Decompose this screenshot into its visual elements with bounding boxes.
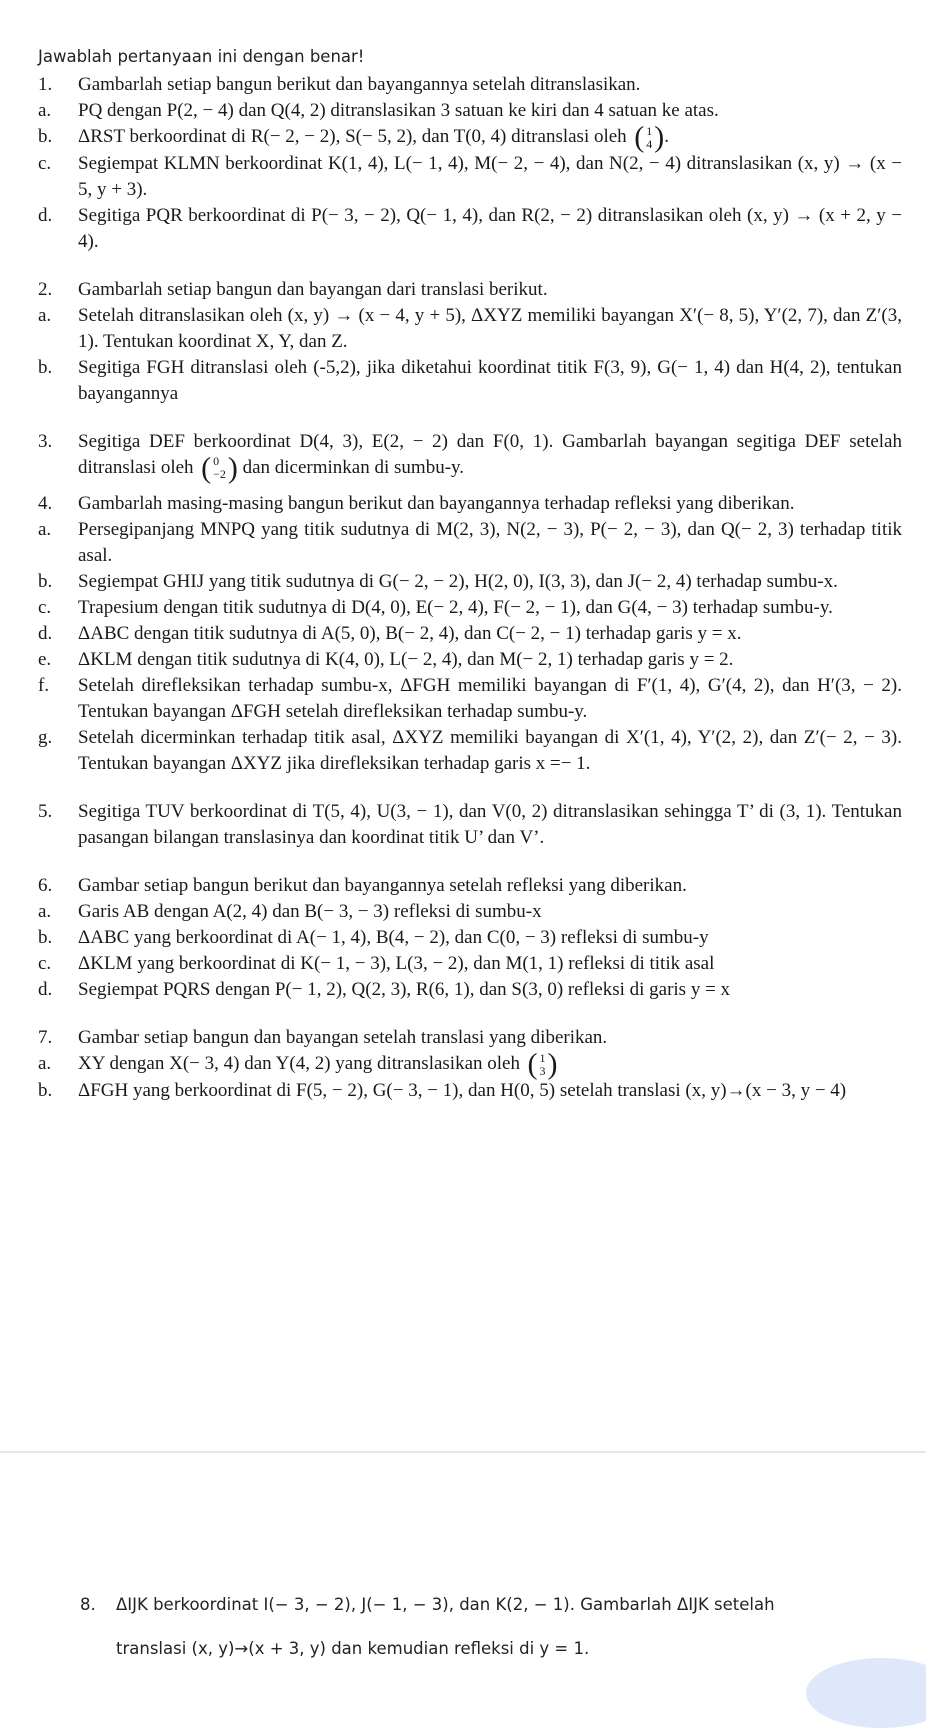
item-text-main: Gambarlah setiap bangun dan bayangan dari translasi berikut. xyxy=(78,278,548,300)
item-text-main: Segitiga PQR berkoordinat di P(− 3, − 2), Q(− 1, 4), dan R(2, − 2) ditranslasikan oleh (x, y) → (x + 2, y − 4). xyxy=(78,204,902,252)
vector-close-paren: ) xyxy=(227,451,238,485)
item-text xyxy=(78,725,902,777)
item-text xyxy=(78,203,902,255)
item-text-main: Gambar setiap bangun dan bayangan setelah translasi yang diberikan. xyxy=(78,1027,608,1049)
item-text-main: Segitiga DEF berkoordinat D(4, 3), E(2, − 2) dan F(0, 1). Gambarlah bayangan segitiga DEF setelah ditranslasi oleh xyxy=(78,430,902,478)
item-label: g. xyxy=(38,727,53,749)
question-row xyxy=(38,429,902,485)
item-text-main: Setelah direfleksikan terhadap sumbu-x, ΔFGH memiliki bayangan di F′(1, 4), G′(4, 2), dan H′(3, − 2). Tentukan bayangan ΔFGH setelah direfleksikan terhadap sumbu-y. xyxy=(78,675,902,723)
vector-top: 1 xyxy=(646,123,653,138)
question-row xyxy=(38,621,902,647)
item-text xyxy=(78,303,902,355)
item-text xyxy=(78,647,902,673)
item-label: 1. xyxy=(38,74,53,95)
question-row xyxy=(38,899,902,925)
question-row xyxy=(38,277,902,303)
item-text xyxy=(78,98,902,124)
vector-close-paren: ) xyxy=(654,120,665,154)
item-text-main: Persegipanjang MNPQ yang titik sudutnya di M(2, 3), N(2, − 3), P(− 2, − 3), dan Q(− 2, 3) terhadap titik asal. xyxy=(78,519,902,567)
item-label: a. xyxy=(38,304,52,326)
item-text-main: ΔKLM yang berkoordinat di K(− 1, − 3), L(3, − 2), dan M(1, 1) refleksi di titik asal xyxy=(78,953,715,975)
vector-close-paren: ) xyxy=(547,1047,558,1081)
item-text xyxy=(78,1025,902,1051)
item-text xyxy=(78,951,902,977)
vector-bottom: −2 xyxy=(213,467,226,482)
section-gap xyxy=(38,851,902,873)
item-text-main: ΔRST berkoordinat di R(− 2, − 2), S(− 5, 2), dan T(0, 4) ditranslasi oleh xyxy=(78,126,627,147)
item-label: c. xyxy=(38,152,52,174)
item-label: 7. xyxy=(38,1027,53,1049)
question-row xyxy=(38,1025,902,1051)
question-row xyxy=(38,72,902,98)
instruction-text: Jawablah pertanyaan ini dengan benar! xyxy=(38,47,365,66)
question-row xyxy=(38,647,902,673)
question-row xyxy=(38,951,902,977)
item-text xyxy=(78,517,902,569)
item-text-main: Segiempat PQRS dengan P(− 1, 2), Q(2, 3), R(6, 1), dan S(3, 0) refleksi di garis y = x xyxy=(78,979,731,1001)
question-row xyxy=(38,98,902,124)
item-text xyxy=(78,151,902,203)
question-row xyxy=(38,595,902,621)
item-text xyxy=(78,355,902,407)
question-row xyxy=(38,799,902,851)
item-label: d. xyxy=(38,979,53,1001)
question-row xyxy=(38,203,902,255)
item-label: e. xyxy=(38,649,52,671)
section-gap xyxy=(38,777,902,799)
question-8-line-1: ΔIJK berkoordinat I(− 3, − 2), J(− 1, − 3), dan K(2, − 1). Gambarlah ΔIJK setelah xyxy=(116,1595,775,1614)
item-text xyxy=(78,569,902,595)
item-text-main: ΔABC yang berkoordinat di A(− 1, 4), B(4, − 2), dan C(0, − 3) refleksi di sumbu-y xyxy=(78,927,709,949)
item-text-main: Garis AB dengan A(2, 4) dan B(− 3, − 3) refleksi di sumbu-x xyxy=(78,901,542,923)
section-gap xyxy=(38,255,902,277)
question-row xyxy=(38,120,902,154)
item-text-main: Gambarlah setiap bangun berikut dan bayangannya setelah ditranslasikan. xyxy=(78,74,641,95)
item-label: a. xyxy=(38,100,52,121)
question-list xyxy=(38,72,902,1104)
translation-vector xyxy=(213,455,226,481)
item-text xyxy=(78,673,902,725)
item-text-main: Setelah ditranslasikan oleh (x, y) → (x − 4, y + 5), ΔXYZ memiliki bayangan X′(− 8, 5), Y′(2, 7), dan Z′(3, 1). Tentukan koordinat X, Y, dan Z. xyxy=(78,304,902,352)
item-label: 6. xyxy=(38,875,53,897)
item-text-main: Gambar setiap bangun berikut dan bayangannya setelah refleksi yang diberikan. xyxy=(78,875,687,897)
question-row xyxy=(38,517,902,569)
vector-bottom: 4 xyxy=(646,136,653,151)
item-text-main: Gambarlah masing-masing bangun berikut dan bayangannya terhadap refleksi yang diberikan. xyxy=(78,493,795,515)
item-text-main: Trapesium dengan titik sudutnya di D(4, 0), E(− 2, 4), F(− 2, − 1), dan G(4, − 3) terhadap sumbu-y. xyxy=(78,597,833,619)
item-label: d. xyxy=(38,204,53,226)
item-text-after: . xyxy=(664,126,669,147)
item-text xyxy=(78,429,902,485)
question-row xyxy=(38,491,902,517)
item-text-main: ΔKLM dengan titik sudutnya di K(4, 0), L(− 2, 4), dan M(− 2, 1) terhadap garis y = 2. xyxy=(78,649,734,671)
item-label: c. xyxy=(38,953,52,975)
item-text-main: XY dengan X(− 3, 4) dan Y(4, 2) yang ditranslasikan oleh xyxy=(78,1053,520,1075)
item-label: b. xyxy=(38,1079,53,1101)
vector-bottom: 3 xyxy=(539,1063,546,1078)
item-text xyxy=(78,120,902,154)
item-label: b. xyxy=(38,927,53,949)
vector-open-paren: ( xyxy=(193,451,212,485)
item-text xyxy=(78,925,902,951)
item-text-main: Segitiga TUV berkoordinat di T(5, 4), U(3, − 1), dan V(0, 2) ditranslasikan sehingga T’ di (3, 1). Tentukan pasangan bilangan translasinya dan koordinat titik U’ dan V’. xyxy=(78,801,902,849)
item-text-main: ΔFGH yang berkoordinat di F(5, − 2), G(− 3, − 1), dan H(0, 5) setelah translasi (x, y)→(x − 3, y − 4) xyxy=(78,1079,847,1101)
vector-open-paren: ( xyxy=(626,120,645,154)
question-row xyxy=(38,673,902,725)
item-label: a. xyxy=(38,519,52,541)
item-label: d. xyxy=(38,623,53,645)
question-row xyxy=(38,1078,902,1104)
vector-top: 1 xyxy=(539,1050,546,1065)
item-text-main: Segitiga FGH ditranslasi oleh (-5,2), jika diketahui koordinat titik F(3, 9), G(− 1, 4) dan H(4, 2), tentukan bayangannya xyxy=(78,356,902,404)
item-text xyxy=(78,873,902,899)
item-text-main: PQ dengan P(2, − 4) dan Q(4, 2) ditranslasikan 3 satuan ke kiri dan 4 satuan ke atas. xyxy=(78,100,719,121)
question-8-line-2: translasi (x, y)→(x + 3, y) dan kemudian refleksi di y = 1. xyxy=(116,1639,590,1658)
item-label: b. xyxy=(38,126,53,147)
item-label: c. xyxy=(38,597,52,619)
question-row xyxy=(38,725,902,777)
item-text xyxy=(78,491,902,517)
item-text-main: Setelah dicerminkan terhadap titik asal, ΔXYZ memiliki bayangan di X′(1, 4), Y′(2, 2), dan Z′(− 2, − 3). Tentukan bayangan ΔXYZ jika direfleksikan terhadap garis x =− 1. xyxy=(78,727,902,775)
item-text xyxy=(78,899,902,925)
item-text xyxy=(78,621,902,647)
question-row xyxy=(38,355,902,407)
question-row xyxy=(38,873,902,899)
item-label: a. xyxy=(38,1053,52,1075)
translation-vector xyxy=(646,125,652,151)
item-text xyxy=(78,1078,902,1104)
section-gap xyxy=(38,481,902,491)
item-text xyxy=(78,1047,902,1081)
vector-open-paren: ( xyxy=(519,1047,538,1081)
item-label: a. xyxy=(38,901,52,923)
item-text xyxy=(78,72,902,98)
translation-vector xyxy=(539,1052,545,1078)
item-text-after: dan dicerminkan di sumbu-y. xyxy=(237,456,465,478)
section-gap xyxy=(38,407,902,429)
vector-top: 0 xyxy=(213,454,220,469)
item-text-main: Segiempat KLMN berkoordinat K(1, 4), L(− 1, 4), M(− 2, − 4), dan N(2, − 4) ditranslasikan (x, y) → (x − 5, y + 3). xyxy=(78,152,902,200)
question-row xyxy=(38,151,902,203)
item-text xyxy=(78,977,902,1003)
item-label: 4. xyxy=(38,493,53,515)
item-label: b. xyxy=(38,356,53,378)
corner-decoration xyxy=(806,1658,926,1728)
item-text xyxy=(78,799,902,851)
item-label: f. xyxy=(38,675,50,697)
item-text-main: ΔABC dengan titik sudutnya di A(5, 0), B(− 2, 4), dan C(− 2, − 1) terhadap garis y = x. xyxy=(78,623,742,645)
section-gap xyxy=(38,1003,902,1025)
page-divider xyxy=(0,1451,926,1453)
item-label: 5. xyxy=(38,801,53,823)
question-8 xyxy=(80,1592,902,1662)
question-row xyxy=(38,977,902,1003)
item-label: 2. xyxy=(38,278,53,300)
question-row xyxy=(38,569,902,595)
question-row xyxy=(38,925,902,951)
question-row xyxy=(38,1047,902,1081)
item-text xyxy=(78,277,902,303)
item-text xyxy=(78,595,902,621)
item-text-main: Segiempat GHIJ yang titik sudutnya di G(− 2, − 2), H(2, 0), I(3, 3), dan J(− 2, 4) terhadap sumbu-x. xyxy=(78,571,838,593)
question-8-number: 8. xyxy=(80,1595,96,1614)
question-row xyxy=(38,303,902,355)
item-label: b. xyxy=(38,571,53,593)
item-label: 3. xyxy=(38,430,53,452)
